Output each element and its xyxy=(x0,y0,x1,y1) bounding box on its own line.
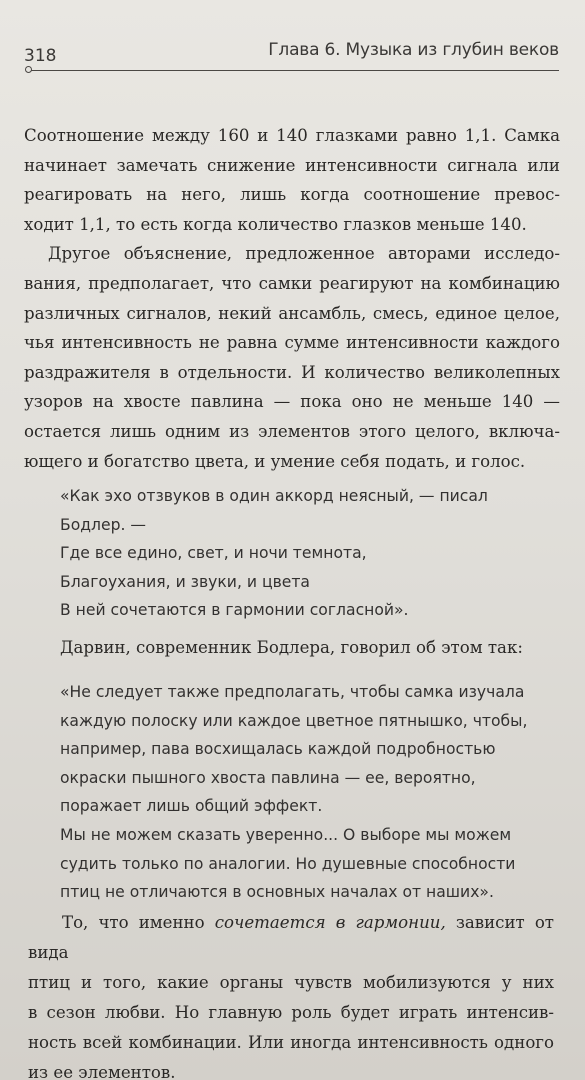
paragraph-2-start: Другое объяснение, предложенное авторами исследо- xyxy=(48,244,560,264)
quote-line: Благоухания, и звуки, и цвета xyxy=(60,572,310,591)
quote-line: «Не следует также предполагать, чтобы самка изучала xyxy=(60,683,525,701)
paragraph-1: Соотношение между 160 и 140 глазками равно 1,1. Самка начинает замечать снижение интенсивности сигнала или реагировать на него, лишь когда соотношение превос- xyxy=(24,126,560,205)
quote-line: каждую полоску или каждое цветное пятнышко, чтобы, xyxy=(60,711,528,730)
paragraph-1-end: ходит 1,1, то есть когда количество глазков меньше 140. xyxy=(24,214,527,234)
closing-line-1 xyxy=(28,908,554,968)
quote-line: Где все едино, свет, и ночи темнота, xyxy=(60,544,367,563)
page-number: 318 xyxy=(24,46,57,66)
quote-line: поражает лишь общий эффект. xyxy=(60,797,323,816)
closing-paragraph xyxy=(28,908,554,1080)
text-run: зависит от вида xyxy=(28,913,554,962)
paragraph-2-end: ющего и богатство цвета, и умение себя подать, и голос. xyxy=(24,451,526,471)
baudelaire-quote xyxy=(60,482,540,625)
header-rule-ornament xyxy=(25,66,32,73)
running-title: Глава 6. Музыка из глубин веков xyxy=(268,40,559,60)
text-run: То, что именно xyxy=(62,913,215,932)
closing-line-4: ность всей комбинации. Или иногда интенсивность одного xyxy=(28,1033,554,1052)
quote-line: Мы не можем сказать уверенно... О выборе мы можем xyxy=(60,825,512,844)
header-rule xyxy=(28,70,559,71)
darwin-quote xyxy=(60,678,540,907)
closing-line-5: из ее элементов. xyxy=(28,1063,176,1080)
closing-line-3: в сезон любви. Но главную роль будет играть интенсив- xyxy=(28,1003,554,1022)
darwin-intro: Дарвин, современник Бодлера, говорил об этом так: xyxy=(60,638,523,657)
quote-line: «Как эхо отзвуков в один аккорд неясный, — писал xyxy=(60,487,488,505)
quote-line: судить только по аналогии. Но душевные способности xyxy=(60,854,516,873)
closing-line-2: птиц и того, какие органы чувств мобилизуются у них xyxy=(28,973,554,992)
page-header xyxy=(24,40,559,70)
paragraph-2: вания, предполагает, что самки реагируют на комбинацию различных сигналов, некий ансамбль, смесь, единое целое, чья интенсивность не равна сумме интенсивности каждого раздражителя в отдельности. И количество великолепных узоров на хвосте павлина — пока оно не меньше 140 — остается лишь одним из элементов этого целого, включа- xyxy=(24,273,560,441)
quote-line: окраски пышного хвоста павлина — ее, вероятно, xyxy=(60,768,476,787)
quote-line: например, пава восхищалась каждой подробностью xyxy=(60,740,496,759)
quote-line: В ней сочетаются в гармонии согласной». xyxy=(60,601,409,620)
quote-line: Бодлер. — xyxy=(60,515,146,534)
main-text xyxy=(24,121,560,476)
italic-emphasis: сочетается в гармонии, xyxy=(214,913,446,932)
quote-line: птиц не отличаются в основных началах от наших». xyxy=(60,883,494,902)
